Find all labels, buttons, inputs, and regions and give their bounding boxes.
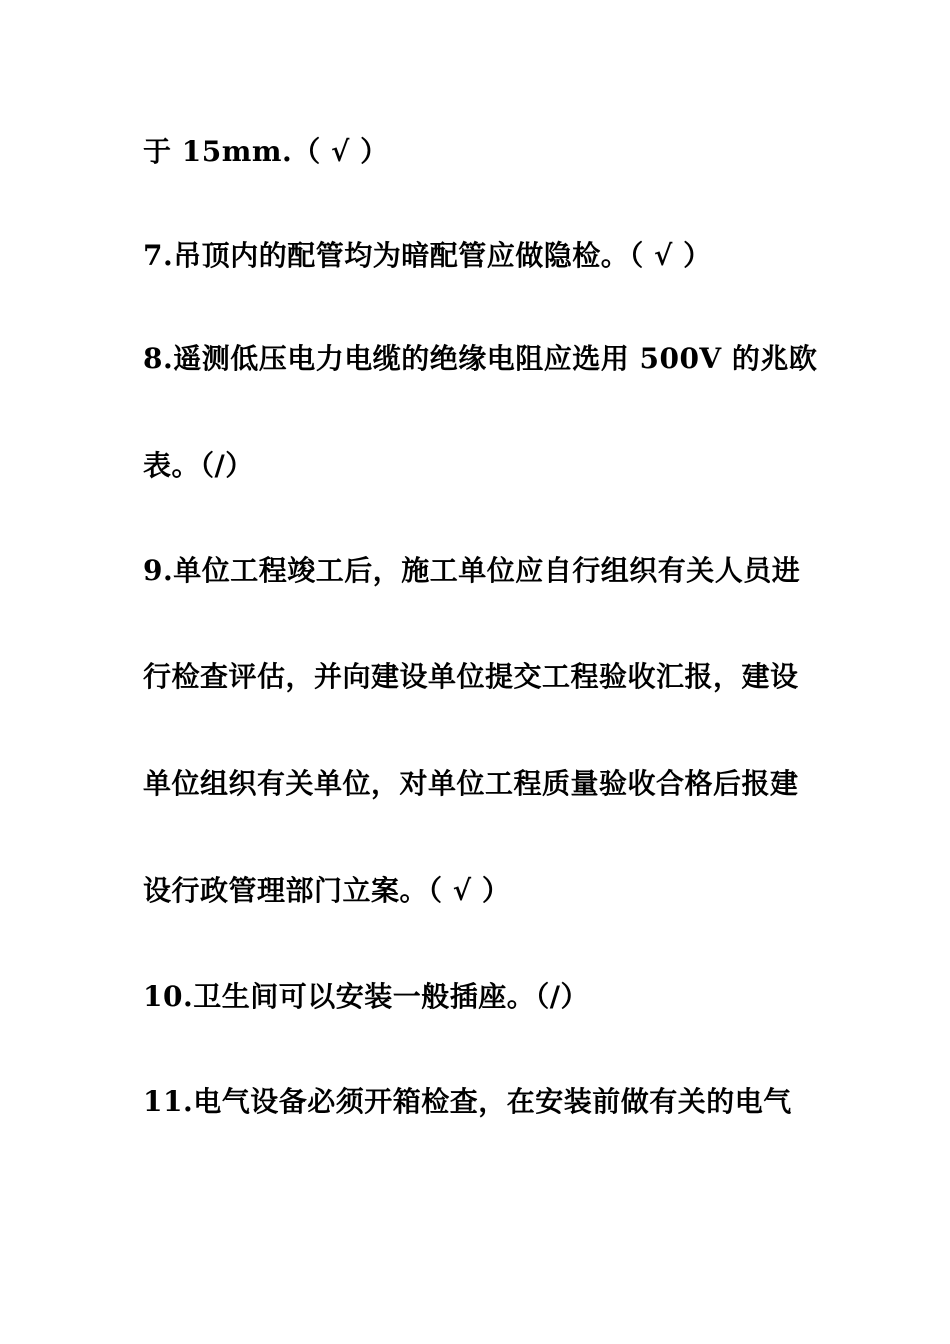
text-line-5: 9.单位工程竣工后，施工单位应自行组织有关人员进 <box>143 554 801 587</box>
text-line-10: 11.电气设备必须开箱检查，在安装前做有关的电气 <box>143 1085 792 1118</box>
text-line-8: 设行政管理部门立案。（ √ ） <box>143 874 511 907</box>
text-line-6: 行检查评估，并向建设单位提交工程验收汇报，建设 <box>143 660 799 693</box>
text-line-4: 表。（/） <box>143 449 254 482</box>
text-line-2: 7.吊顶内的配管均为暗配管应做隐检。（ √ ） <box>143 239 712 272</box>
text-line-1: 于 15mm.（ √ ） <box>143 135 389 168</box>
text-line-7: 单位组织有关单位，对单位工程质量验收合格后报建 <box>143 767 799 800</box>
text-line-3: 8.遥测低压电力电缆的绝缘电阻应选用 500V 的兆欧 <box>143 342 818 375</box>
text-line-9: 10.卫生间可以安装一般插座。（/） <box>143 980 589 1013</box>
